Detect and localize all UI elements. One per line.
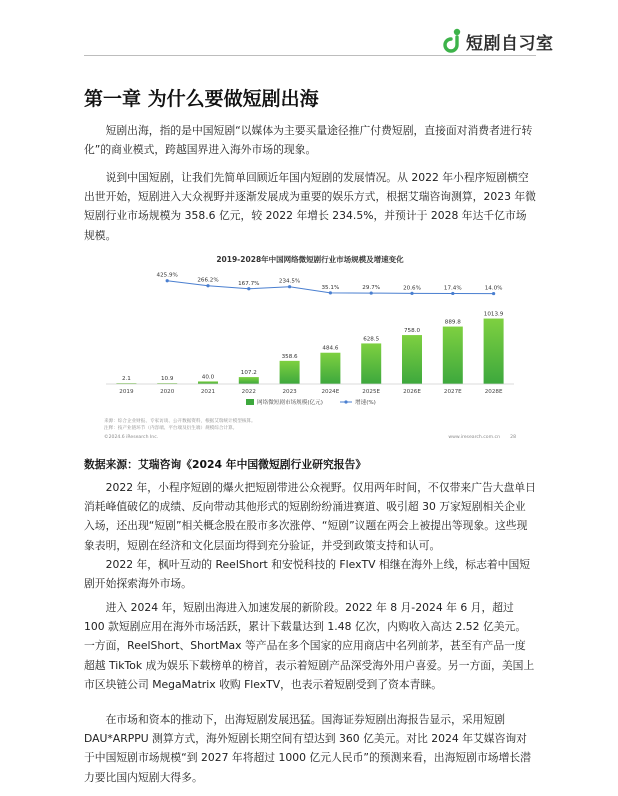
chart-canvas xyxy=(96,248,524,444)
chart-bar-2022 xyxy=(239,377,259,384)
chart-bar-2028E xyxy=(484,319,504,384)
chart-value-label-2022: 107.2 xyxy=(240,370,257,377)
chart-title: 2019-2028年中国网络微短剧行业市场规模及增速变化 xyxy=(216,255,404,264)
chart-growth-label-2027E: 17.4% xyxy=(443,285,462,292)
chart-value-label-2024E: 484.6 xyxy=(322,345,339,352)
chart-growth-point-2028E xyxy=(492,292,495,295)
chart-bar-2023 xyxy=(280,361,300,384)
chart-growth-point-2022 xyxy=(247,287,250,290)
chart-value-label-2020: 10.9 xyxy=(160,376,174,383)
chart-bar-2024E xyxy=(320,353,340,384)
chart-tick-label-2025E: 2025E xyxy=(362,389,381,395)
paragraph-mini-program-boom: 2022 年，小程序短剧的爆火把短剧带进公众视野。仅用两年时间，不仅带来广告大盘单日消耗峰值破亿的成绩、反向带动其他形式的短剧纷纷涌进赛道、吸引超 30 万家短剧相关企业入场，还出现“短剧”相关概念股在股市多次涨停、“短剧”议题在两会上被提出等现象。这些现象表明，短剧在经济和文化层面均得到充分验证，并受到政策支持和认可。 xyxy=(84,481,536,552)
chart-growth-point-2024E xyxy=(329,291,332,294)
legend-line-marker xyxy=(344,400,347,403)
chart-page-number: 28 xyxy=(510,435,516,440)
brand-logo xyxy=(442,28,554,54)
paragraph-market-potential: 在市场和资本的推动下，出海短剧发展迅猛。国海证券短剧出海报告显示，采用短剧 DAU*ARPPU 测算方式，海外短剧长期空间有望达到 360 亿美元。对比 2024 年艾媒咨询对于中国短剧市场规模“到 2027 年将超过 1000 亿元人民币”的预测来看，出海短剧市场增长潜力要比国内短剧大得多。 xyxy=(84,713,531,784)
chart-value-label-2023: 358.6 xyxy=(281,353,298,360)
legend-line-label: 增速(%) xyxy=(355,400,376,406)
chart-bar-2026E xyxy=(402,335,422,384)
chart-growth-point-2026E xyxy=(410,292,413,295)
chapter-title: 第一章 为什么要做短剧出海 xyxy=(84,88,319,110)
chart-growth-point-2027E xyxy=(451,292,454,295)
chart-growth-label-2022: 167.7% xyxy=(238,280,260,287)
chart-tick-label-2023: 2023 xyxy=(282,389,297,395)
paragraph-2024-acceleration: 进入 2024 年，短剧出海进入加速发展的新阶段。2022 年 8 月-2024 年 6 月，超过 100 款短剧应用在海外市场活跃，累计下载量达到 1.48 亿次，内购收入高达 2.52 亿美元。一方面，ReelShort、ShortMax 等产品在多个国家的应用商店中名列前茅，甚至有产品一度超越 TikTok 成为娱乐下载榜单的榜首，表示着短剧产品深受海外用户喜爱。另一方面，美国上市区块链公司 MegaMatrix 收购 FlexTV，也表示着短剧受到了资本青睐。 xyxy=(84,601,535,691)
paragraph-domestic-review: 说到中国短剧，让我们先简单回顾近年国内短剧的发展情况。从 2022 年小程序短剧横空出世开始，短剧进入大众视野并逐渐发展成为重要的娱乐方式，根据艾瑞咨询测算，2023 年微短剧行业市场规模为 358.6 亿元，较 2022 年增长 234.5%，并预计于 2028 年达千亿市场规模。 xyxy=(84,171,536,242)
chart-bar-2025E xyxy=(361,343,381,384)
chart-growth-label-2024E: 35.1% xyxy=(321,284,340,291)
chart-note-1: 来源：综合企业财报、专家访谈、公开数据资料，根据艾瑞统计模型核算。 xyxy=(104,419,256,424)
logo-mark-icon xyxy=(442,28,462,54)
chart-note-2: 注释：按产业链环节（内容端、平台端及衍生端）规模综合计算。 xyxy=(104,426,238,431)
chart-site: www.iresearch.com.cn xyxy=(448,435,500,440)
chart-growth-label-2023: 234.5% xyxy=(278,278,301,285)
chart-growth-label-2026E: 20.6% xyxy=(403,285,421,292)
chart-growth-label-2025E: 29.7% xyxy=(362,285,381,292)
chart-tick-label-2024E: 2024E xyxy=(321,389,340,395)
chart-tick-label-2020: 2020 xyxy=(160,389,175,395)
legend-bar-swatch xyxy=(246,399,254,405)
chart-value-label-2021: 40.0 xyxy=(201,374,215,381)
chart-growth-point-2025E xyxy=(370,291,373,294)
chart-value-label-2025E: 628.5 xyxy=(363,336,380,343)
chart-growth-point-2023 xyxy=(288,285,291,288)
chart-growth-label-2021: 266.2% xyxy=(197,277,219,284)
logo-text: 短剧自习室 xyxy=(466,33,554,54)
chart-bar-2027E xyxy=(443,327,463,384)
paragraph-overseas-launch: 2022 年，枫叶互动的 ReelShort 和安悦科技的 FlexTV 相继在海外上线，标志着中国短剧开始探索海外市场。 xyxy=(84,558,531,591)
paragraph-intro: 短剧出海，指的是中国短剧“以媒体为主要买量途径推广付费短剧，直接面对消费者进行转化”的商业模式，跨越国界进入海外市场的现象。 xyxy=(84,124,533,157)
chart-tick-label-2026E: 2026E xyxy=(403,389,421,395)
chart-source-caption: 数据来源：艾瑞咨询《2024 年中国微短剧行业研究报告》 xyxy=(84,458,367,471)
chart-tick-label-2027E: 2027E xyxy=(443,389,462,395)
chart-tick-label-2028E: 2028E xyxy=(484,389,503,395)
chart-value-label-2019: 2.1 xyxy=(121,376,131,383)
chart-tick-label-2022: 2022 xyxy=(241,389,256,395)
market-size-chart xyxy=(96,248,524,444)
chart-value-label-2027E: 889.8 xyxy=(444,319,461,326)
chart-growth-point-2021 xyxy=(206,284,209,287)
chart-growth-label-2028E: 14.0% xyxy=(484,285,503,292)
chart-tick-label-2021: 2021 xyxy=(200,389,216,395)
chart-value-label-2026E: 758.0 xyxy=(403,328,421,335)
header-divider xyxy=(84,55,536,56)
chart-growth-point-2020 xyxy=(166,279,169,282)
legend-bar-label: 网络微短剧市场规模(亿元) xyxy=(257,400,323,406)
chart-copyright: ©2024.6 iResearch Inc. xyxy=(104,435,159,440)
chart-tick-label-2019: 2019 xyxy=(119,389,134,395)
chart-growth-label-2020: 425.9% xyxy=(156,272,178,279)
chart-value-label-2028E: 1013.9 xyxy=(483,311,504,318)
